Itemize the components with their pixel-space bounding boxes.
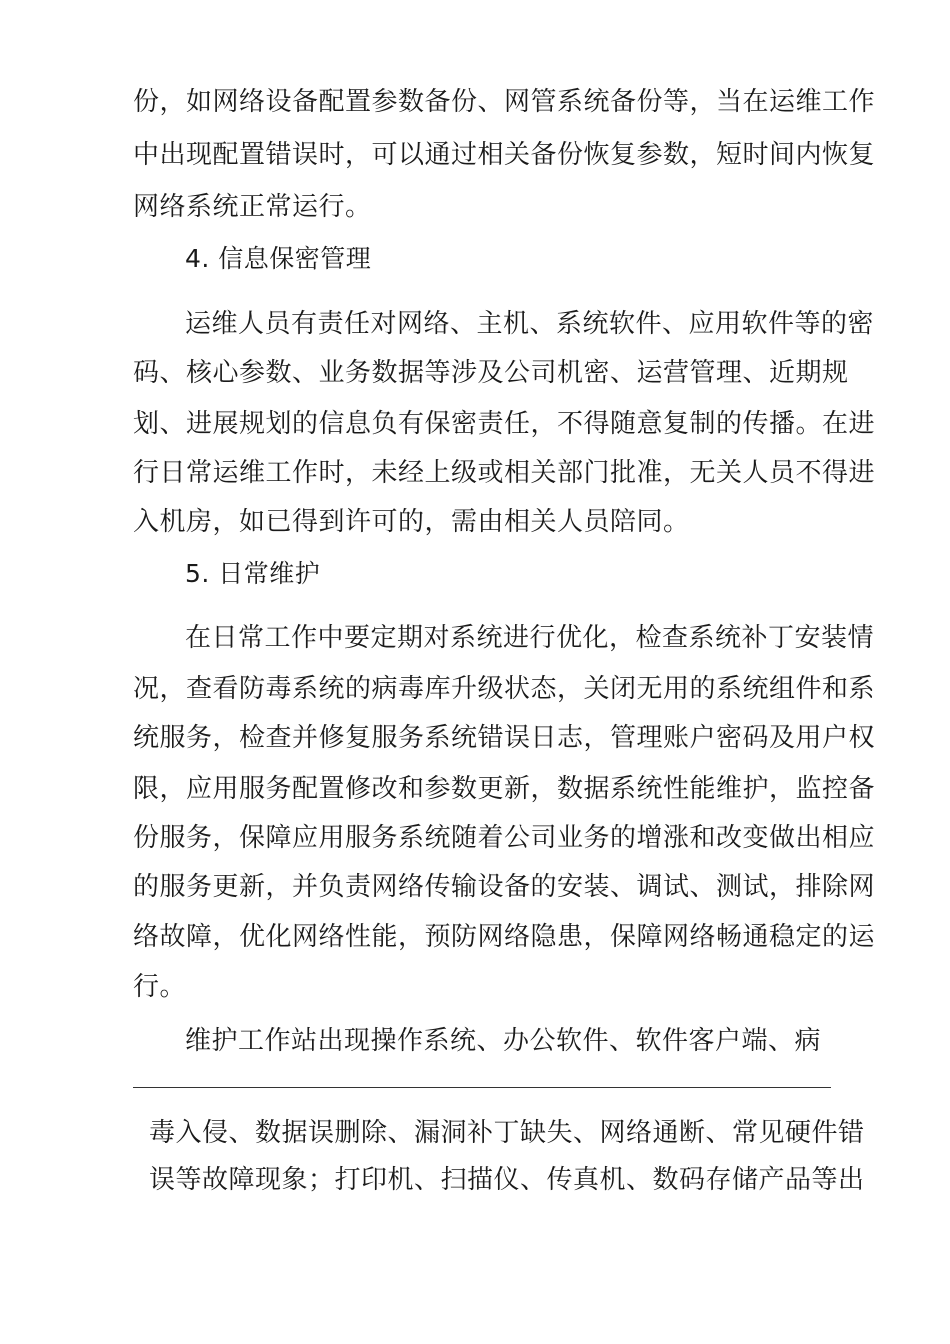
section-heading: 5. 日常维护 [185, 559, 321, 588]
body-line: 入机房，如已得到许可的，需由相关人员陪同。 [133, 507, 690, 537]
body-line: 限，应用服务配置修改和参数更新，数据系统性能维护，监控备 [133, 774, 876, 804]
body-line: 在日常工作中要定期对系统进行优化，检查系统补丁安装情 [185, 623, 875, 653]
body-line: 运维人员有责任对网络、主机、系统软件、应用软件等的密 [185, 309, 875, 339]
body-line: 网络系统正常运行。 [133, 192, 372, 222]
body-line: 份服务，保障应用服务系统随着公司业务的增涨和改变做出相应 [133, 823, 876, 853]
body-line: 中出现配置错误时，可以通过相关备份恢复参数，短时间内恢复 [133, 140, 876, 170]
body-line: 的服务更新，并负责网络传输设备的安装、调试、测试，排除网 [133, 872, 876, 902]
body-line: 行。 [133, 972, 187, 1002]
body-line: 码、核心参数、业务数据等涉及公司机密、运营管理、近期规 [133, 358, 849, 388]
body-line: 况，查看防毒系统的病毒库升级状态，关闭无用的系统组件和系 [133, 674, 876, 704]
footnote-line: 毒入侵、数据误删除、漏洞补丁缺失、网络通断、常见硬件错 [149, 1118, 865, 1148]
footnote-separator [133, 1087, 831, 1088]
body-line: 统服务，检查并修复服务系统错误日志，管理账户密码及用户权 [133, 723, 876, 753]
body-line: 划、进展规划的信息负有保密责任，不得随意复制的传播。在进 [133, 409, 876, 439]
body-line: 络故障，优化网络性能，预防网络隐患，保障网络畅通稳定的运 [133, 922, 876, 952]
body-line: 维护工作站出现操作系统、办公软件、软件客户端、病 [185, 1026, 822, 1056]
body-line: 行日常运维工作时，未经上级或相关部门批准，无关人员不得进 [133, 458, 876, 488]
body-line: 份，如网络设备配置参数备份、网管系统备份等，当在运维工作 [133, 87, 876, 117]
section-heading: 4. 信息保密管理 [185, 244, 372, 273]
footnote-line: 误等故障现象；打印机、扫描仪、传真机、数码存储产品等出 [149, 1165, 865, 1195]
